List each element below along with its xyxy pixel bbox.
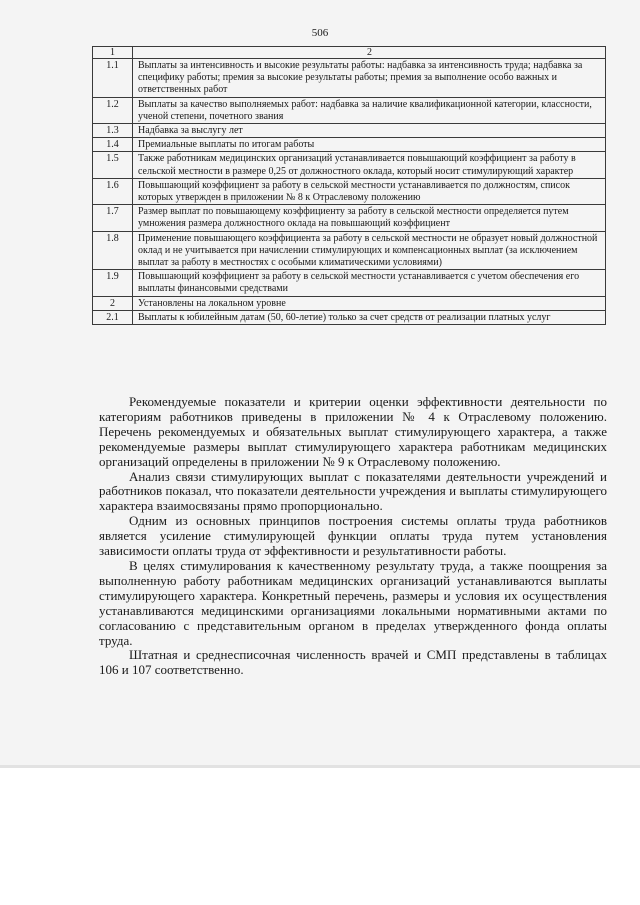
page-bottom-edge bbox=[0, 765, 640, 768]
table-row bbox=[93, 59, 606, 98]
row-number: 1.6 bbox=[93, 178, 133, 204]
table-header-row bbox=[93, 47, 606, 59]
row-number: 1.4 bbox=[93, 138, 133, 152]
row-text: Установлены на локальном уровне bbox=[133, 296, 606, 310]
row-number: 1.9 bbox=[93, 270, 133, 296]
row-number: 1.8 bbox=[93, 231, 133, 270]
row-text: Выплаты за интенсивность и высокие результаты работы: надбавка за интенсивность труда; надбавка за специфику работы; премия за высокие результаты работы; премия за выполнение особо важных и ответственных работ bbox=[133, 59, 606, 98]
row-text: Надбавка за выслугу лет bbox=[133, 124, 606, 138]
table-row bbox=[93, 270, 606, 296]
table-row bbox=[93, 310, 606, 324]
row-text: Размер выплат по повышающему коэффициенту за работу в сельской местности определяется путем умножения размера должностного оклада на повышающий коэффициент bbox=[133, 205, 606, 231]
row-number: 2 bbox=[93, 296, 133, 310]
paragraph: Штатная и среднесписочная численность врачей и СМП представлены в таблицах 106 и 107 соответственно. bbox=[99, 647, 607, 678]
payments-table bbox=[92, 46, 606, 325]
header-cell-1: 1 bbox=[93, 47, 133, 59]
table-row bbox=[93, 205, 606, 231]
table-row bbox=[93, 97, 606, 123]
table-row bbox=[93, 124, 606, 138]
row-number: 1.2 bbox=[93, 97, 133, 123]
row-text: Выплаты к юбилейным датам (50, 60-летие) только за счет средств от реализации платных услуг bbox=[133, 310, 606, 324]
row-number: 1.7 bbox=[93, 205, 133, 231]
row-number: 2.1 bbox=[93, 310, 133, 324]
row-number: 1.1 bbox=[93, 59, 133, 98]
row-number: 1.5 bbox=[93, 152, 133, 178]
table-row bbox=[93, 152, 606, 178]
row-text: Выплаты за качество выполняемых работ: надбавка за наличие квалификационной категории, классности, ученой степени, почетного звания bbox=[133, 97, 606, 123]
row-number: 1.3 bbox=[93, 124, 133, 138]
header-cell-2: 2 bbox=[133, 47, 606, 59]
paragraph: Одним из основных принципов построения системы оплаты труда работников является усиление стимулирующей функции оплаты труда путем установления зависимости оплаты труда от эффективности и результативности работы. bbox=[99, 513, 607, 559]
table-row bbox=[93, 296, 606, 310]
body-text bbox=[99, 395, 607, 678]
row-text: Повышающий коэффициент за работу в сельской местности устанавливается с учетом обеспечения его выплаты финансовыми средствами bbox=[133, 270, 606, 296]
table-row bbox=[93, 231, 606, 270]
page-number: 506 bbox=[311, 27, 329, 39]
row-text: Премиальные выплаты по итогам работы bbox=[133, 138, 606, 152]
paragraph: Рекомендуемые показатели и критерии оценки эффективности деятельности по категориям работников приведены в приложении № 4 к Отраслевому положению. Перечень рекомендуемых и обязательных выплат стимулирующего характера, а также рекомендуемые размеры выплат стимулирующего характера работникам медицинских организаций определены в приложении № 9 к Отраслевому положению. bbox=[99, 394, 607, 469]
table-row bbox=[93, 138, 606, 152]
table-row bbox=[93, 178, 606, 204]
paragraph: Анализ связи стимулирующих выплат с показателями деятельности учреждений и работников показал, что показатели деятельности учреждения и выплаты стимулирующего характера взаимосвязаны прямо пропорционально. bbox=[99, 468, 607, 514]
row-text: Также работникам медицинских организаций устанавливается повышающий коэффициент за работу в сельской местности в размере 0,25 от должностного оклада, который носит стимулирующий характер bbox=[133, 152, 606, 178]
row-text: Повышающий коэффициент за работу в сельской местности устанавливается по должностям, список которых утвержден в приложении № 8 к Отраслевому положению bbox=[133, 178, 606, 204]
row-text: Применение повышающего коэффициента за работу в сельской местности не образует новый должностной оклад и не учитывается при начислении стимулирующих и компенсационных выплат (за исключением выплат за работу в местностях с особыми климатическими условиями) bbox=[133, 231, 606, 270]
paragraph: В целях стимулирования к качественному результату труда, а также поощрения за выполненную работу работникам медицинских организаций устанавливаются выплаты стимулирующего характера. Конкретный перечень, размеры и условия их осуществления устанавливаются медицинскими организациями локальными нормативными актами по согласованию с представительным органом в пределах утвержденного фонда оплаты труда. bbox=[99, 557, 607, 648]
